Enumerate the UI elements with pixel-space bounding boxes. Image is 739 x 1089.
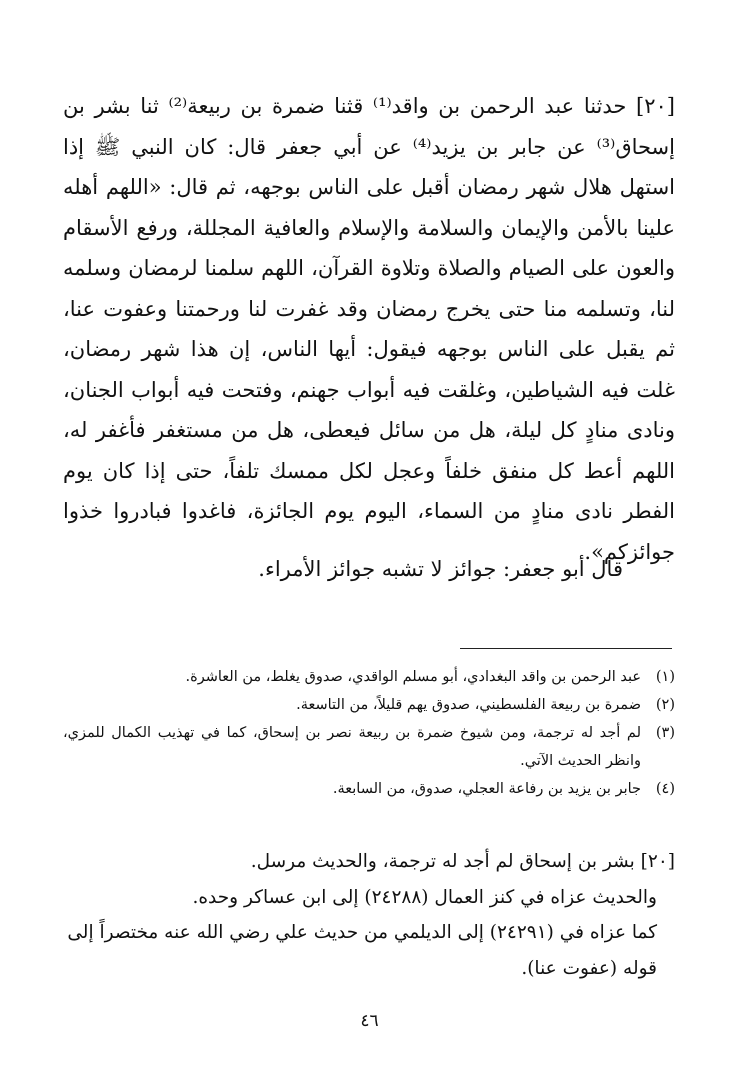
takhrij-line: كما عزاه في (٢٤٢٩١) إلى الديلمي من حديث علي رضي الله عنه مختصراً إلى قوله (عفوت عنا). <box>67 922 657 979</box>
footnote-item <box>63 719 675 775</box>
takhrij-notes <box>63 844 675 986</box>
footnote-text: ضمرة بن ربيعة الفلسطيني، صدوق يهم قليلاً، من التاسعة. <box>296 697 641 713</box>
abu-jafar-saying: قال أبو جعفر: جوائز لا تشبه جوائز الأمراء. <box>258 557 623 581</box>
takhrij-line: [٢٠] بشر بن إسحاق لم أجد له ترجمة، والحديث مرسل. <box>250 851 675 872</box>
footnote-item <box>63 775 675 803</box>
footnote-number: (٤) <box>655 781 675 797</box>
footnote-number: (٣) <box>655 725 675 741</box>
footnote-separator <box>460 648 672 649</box>
takhrij-line: والحديث عزاه في كنز العمال (٢٤٢٨٨) إلى ابن عساكر وحده. <box>192 886 657 908</box>
footnote-text: لم أجد له ترجمة، ومن شيوخ ضمرة بن ربيعة نصر بن إسحاق، كما في تهذيب الكمال للمزي، وانظر الحديث الآتي. <box>63 725 641 769</box>
footnote-number: (٢) <box>655 697 675 713</box>
hadith-text: [٢٠] حدثنا عبد الرحمن بن واقد⁽¹⁾ قثنا ضمرة بن ربيعة⁽²⁾ ثنا بشر بن إسحاق⁽³⁾ عن جابر بن يزيد⁽⁴⁾ عن أبي جعفر قال: كان النبي ﷺ إذا استهل هلال شهر رمضان أقبل على الناس بوجهه، ثم قال: «اللهم أهله علينا بالأمن والإيمان والسلامة والإسلام والعافية المجللة، ورفع الأسقام والعون على الصيام والصلاة وتلاوة القرآن، اللهم سلمنا لرمضان وسلمه لنا، وتسلمه منا حتى يخرج رمضان وقد غفرت لنا ورحمتنا وعفوت عنا، ثم يقبل على الناس بوجهه فيقول: أيها الناس، إن هذا شهر رمضان، غلت فيه الشياطين، وغلقت فيه أبواب جهنم، وفتحت فيه أبواب الجنان، ونادى منادٍ كل ليلة، هل من سائل فيعطى، هل من مستغفر فأغفر له، اللهم أعط كل منفق خلفاً وعجل لكل ممسك تلفاً، حتى إذا كان يوم الفطر نادى منادٍ من السماء، اليوم يوم الجائزة، فاغدوا فبادروا خذوا جوائزكم». <box>63 94 675 564</box>
footnote-text: جابر بن يزيد بن رفاعة العجلي، صدوق، من السابعة. <box>332 781 641 797</box>
footnote-item <box>63 663 675 691</box>
footnote-text: عبد الرحمن بن واقد البغدادي، أبو مسلم الواقدي، صدوق يغلط، من العاشرة. <box>185 669 641 685</box>
footnotes-list <box>63 663 675 803</box>
footnote-number: (١) <box>655 669 675 685</box>
page-number: ٤٦ <box>360 1011 379 1031</box>
footnote-item <box>63 691 675 719</box>
